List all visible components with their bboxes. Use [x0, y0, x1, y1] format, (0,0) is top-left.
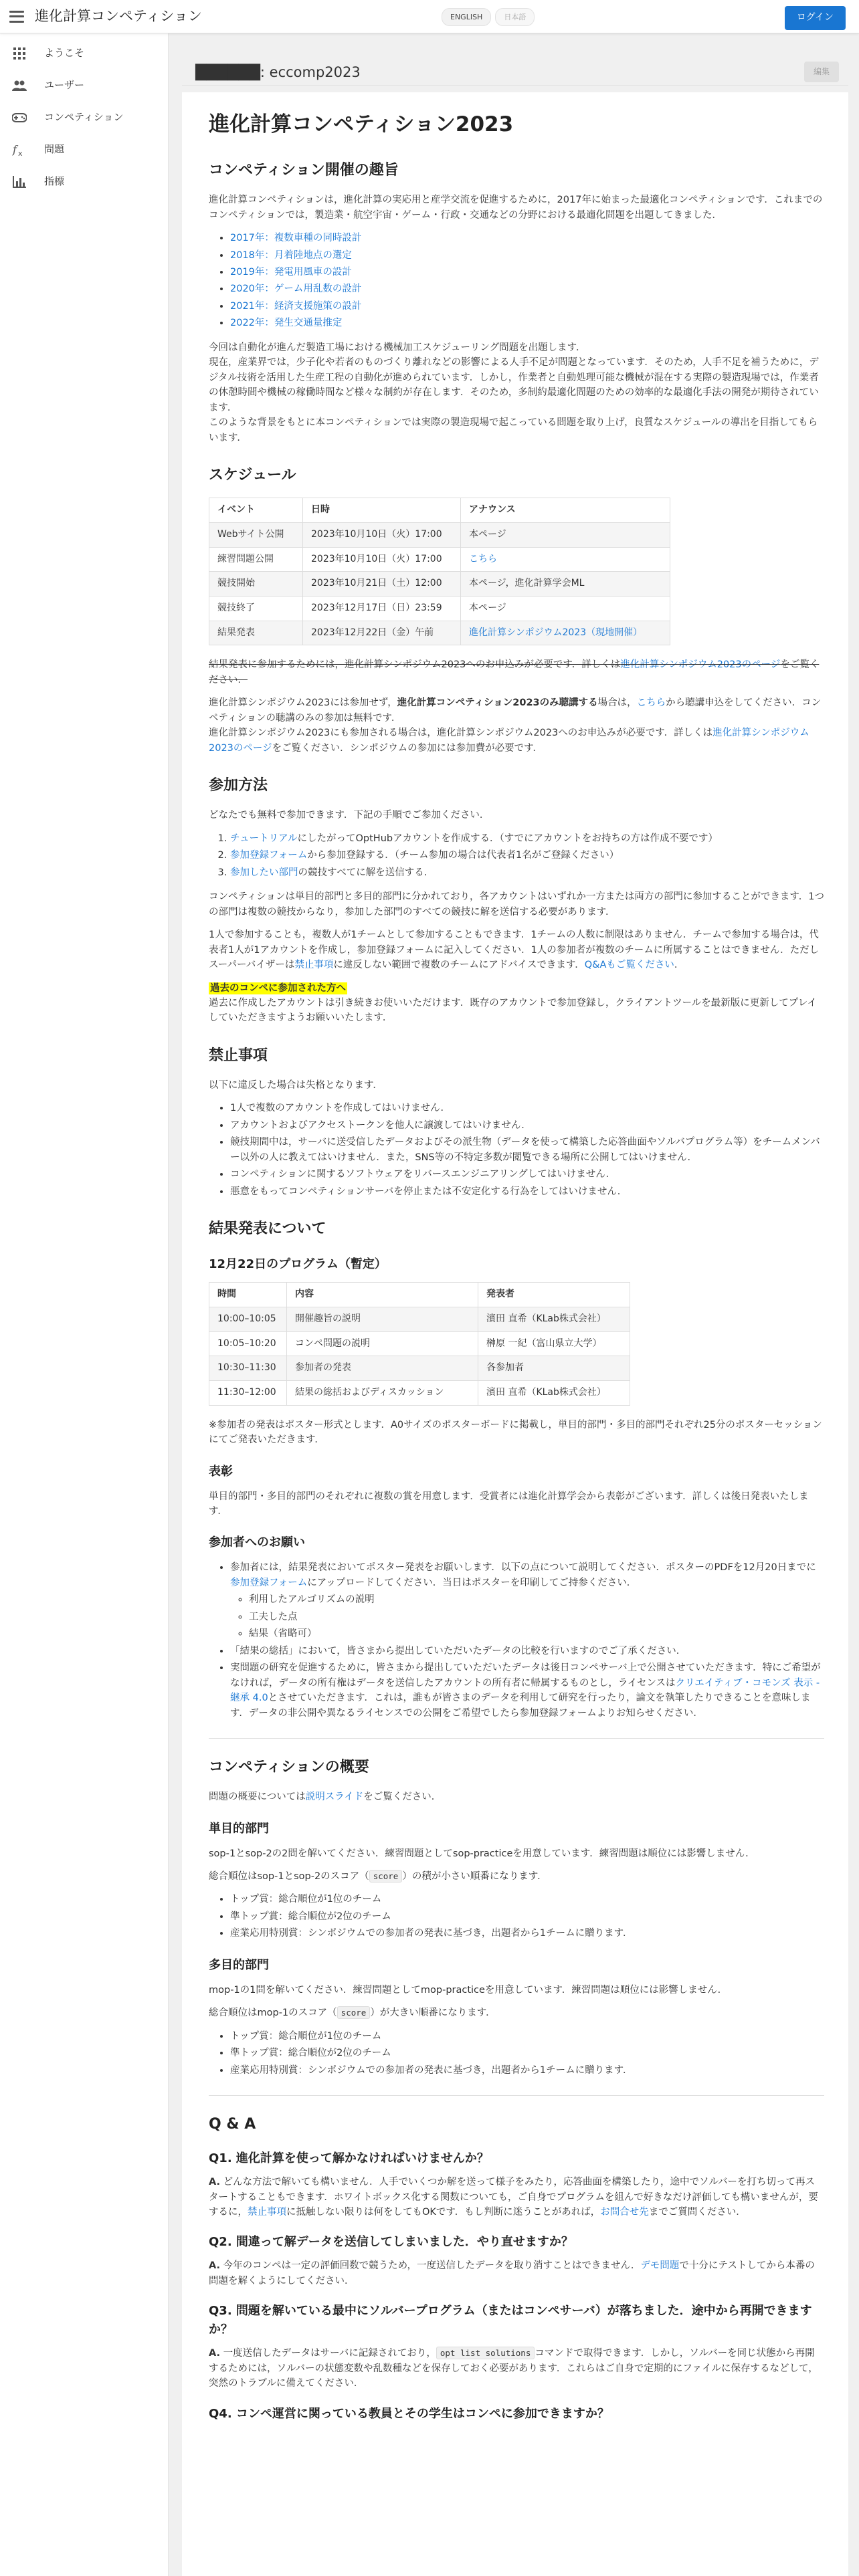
qa-link[interactable]: Q&Aもご覧ください: [584, 960, 674, 971]
table-header-row: [209, 1283, 630, 1307]
sidebar-item-metrics[interactable]: [0, 166, 168, 198]
poster-note: ※参加者の発表はポスター形式とします．A0サイズのポスターボードに掲載し，単目的部門・多目的部門それぞれ25分のポスターセッションにてご発表いただきます．: [209, 1419, 822, 1446]
list-item: • 「結果の総括」において，皆さまから提出していただいたデータの比較を行いますのでご了承ください．: [230, 1644, 824, 1658]
lang-japanese-button[interactable]: 日本語: [495, 8, 535, 26]
table-row: [209, 1356, 630, 1381]
table-cell: 10:05–10:20: [209, 1331, 287, 1356]
section-heading-prohibited: 禁止事項: [209, 1047, 268, 1064]
prohibited-link[interactable]: 禁止事項: [248, 2207, 286, 2218]
sidebar-item-label: 問題: [44, 143, 65, 156]
table-row: [209, 522, 670, 547]
table-cell: 開催趣旨の説明: [287, 1307, 478, 1331]
divider: [209, 2095, 824, 2096]
list-item: • トップ賞：総合順位が1位のチーム: [230, 2029, 824, 2044]
list-item: • 参加者には，結果発表においてポスター発表をお願いします．以下の点について説明してください．ポスターのPDFを12月20日までに参加登録フォームにアップロードしてください．当日はポスターを印刷してご持参ください． ◦ 利用したアルゴリズムの説明 ◦ 工夫した点 ◦ 結果（省略可）: [230, 1560, 824, 1641]
page-header: [182, 45, 848, 86]
overview-intro: 問題の概要については説明スライドをご覧ください．: [209, 1792, 442, 1803]
column-header: 時間: [209, 1283, 287, 1307]
demo-problem-link[interactable]: デモ問題: [640, 2260, 680, 2272]
list-item: • コンペティションに関するソフトウェアをリバースエンジニアリングしてはいけません．: [230, 1167, 824, 1182]
prohibited-intro: 以下に違反した場合は失格となります．: [209, 1080, 383, 1091]
program-table: [209, 1282, 630, 1405]
sidebar-item-label: ユーザー: [44, 79, 85, 92]
table-cell: Webサイト公開: [209, 522, 303, 547]
list-item: [230, 265, 824, 280]
table-cell: 結果発表: [209, 621, 303, 645]
login-button[interactable]: ログイン: [785, 6, 846, 30]
list-item: • 悪意をもってコンペティションサーバを停止または不安定化する行為をしてはいけません．: [230, 1184, 824, 1199]
list-item: • 産業応用特別賞：シンポジウムでの参加者の発表に基づき，出題者から1チームに贈ります．: [230, 2063, 824, 2078]
past-competition-link[interactable]: 2022年：発生交通量推定: [230, 318, 343, 329]
section-heading-qa: Q & A: [209, 2116, 256, 2133]
table-cell: 本ページ: [461, 522, 670, 547]
answer-2: A. 今年のコンペは一定の評価回数で競うため，一度送信したデータを取り消すことはできません．デモ問題で十分にテストしてから本番の問題を解くようにしてください．: [209, 2260, 815, 2286]
table-cell: [461, 621, 670, 645]
highlight-label: 過去のコンペに参加された方へ: [210, 982, 346, 994]
table-cell: 榊原 一紀（富山県立大学）: [478, 1331, 630, 1356]
list-item: • 実問題の研究を促進するために，皆さまから提出していただいたデータは後日コンペサーバ上で公開させていただきます．特にご希望がなければ，データの所有権はデータを送信したアカウントの所有者に帰属するものとし，ライセンスはクリエイティブ・コモンズ 表示 - 継承 4.0とさせていただきます．これは，誰もが皆さまのデータを利用して研究を行ったり，論文を執筆したりできることを意味します．データの非公開や異なるライセンスでの公開をご希望でしたら参加登録フォームよりお知らせください．: [230, 1660, 824, 1721]
single-objective-heading: 単目的部門: [209, 1821, 269, 1836]
license-link[interactable]: クリエイティブ・コモンズ 表示 - 継承 4.0: [230, 1677, 820, 1704]
past-competitions-list: [230, 231, 824, 331]
score-code: score: [337, 2006, 371, 2019]
question-2: Q2. 間違って解データを送信してしまいました．やり直せますか？: [209, 2235, 573, 2250]
single-objective-ranking: 総合順位はsop-1とsop-2のスコア（ score ）の積が小さい順番になります．: [209, 1870, 547, 1882]
article: [182, 92, 848, 2576]
request-heading: 参加者へのお願い: [209, 1535, 305, 1550]
table-row: [209, 572, 670, 597]
bar-chart-icon: [12, 175, 27, 189]
program-heading: 12月22日のプログラム（暫定）: [209, 1257, 387, 1272]
symposium-page-link[interactable]: 進化計算シンポジウム2023のページ: [209, 728, 809, 754]
prohibited-link[interactable]: 禁止事項: [294, 960, 334, 971]
team-rules: 1人で参加することも，複数人が1チームとして参加することもできます．1チームの人数に制限はありません．チームで参加する場合は，代表者1人が1アカウントを作成し，参加登録フォームに記入してください．1人の参加者が複数のチームに所属することはできません．ただしスーパーバイザーは禁止事項に違反しない範囲で複数のチームにアドバイスできます．Q&Aもご覧ください．: [209, 930, 820, 971]
list-item: • 産業応用特別賞：シンポジウムでの参加者の発表に基づき，出題者から1チームに贈ります．: [230, 1926, 824, 1941]
page-title: ██████: eccomp2023: [195, 64, 361, 80]
table-cell: 結果の総括およびディスカッション: [287, 1381, 478, 1406]
table-cell: コンペ問題の説明: [287, 1331, 478, 1356]
registration-form-link[interactable]: 参加登録フォーム: [230, 1577, 308, 1588]
question-4: Q4. コンペ運営に関っている教員とその学生はコンペに参加できますか？: [209, 2406, 609, 2421]
strikethrough-note: 結果発表に参加するためには，進化計算シンポジウム2023へのお申込みが必要です．詳しくは進化計算シンポジウム2023のページをご覧ください．: [209, 659, 820, 685]
section-heading-participation: 参加方法: [209, 777, 268, 794]
multi-objective-body: mop-1の1問を解いてください．練習問題としてmop-practiceを用意しています．練習問題は順位には影響しません．: [209, 1984, 728, 1996]
single-objective-body: sop-1とsop-2の2問を解いてください．練習問題としてsop-practiceを用意しています．練習問題は順位には影響しません．: [209, 1848, 755, 1859]
score-code: score: [369, 1870, 403, 1883]
table-cell: 本ページ: [461, 597, 670, 621]
sidebar-item-problems[interactable]: [0, 134, 168, 166]
sidebar-item-welcome[interactable]: [0, 37, 168, 70]
column-header: 内容: [287, 1283, 478, 1307]
section-heading-overview: コンペティションの概要: [209, 1759, 369, 1776]
table-cell: 本ページ，進化計算学会ML: [461, 572, 670, 597]
divisions-link[interactable]: 参加したい部門: [230, 867, 298, 878]
participation-intro: どなたでも無料で参加できます．下記の手順でご参加ください．: [209, 810, 490, 821]
practice-link[interactable]: こちら: [469, 553, 497, 564]
schedule-table: [209, 498, 670, 645]
table-header-row: [209, 498, 670, 523]
table-cell: 11:30–12:00: [209, 1381, 287, 1406]
symposium-link[interactable]: 進化計算シンポジウム2023（現地開催）: [469, 627, 643, 638]
purpose-body: 今回は自動化が進んだ製造工場における機械加工スケジューリング問題を出題します． 現在，産業界では，少子化や若者のものづくり離れなどの影響による人手不足が問題となっています．そのため，人手不足を補うために，デジタル技術を活用した生産工程の自動化が進められています．しかし，作業者と自動処理可能な機械が混在する実際の製造現場では，作業者の休憩時間や機械の稼働時間など様々な制約が存在します．そのため，多制約最適化問題のための効率的な最適化手法の開発が期待されています． このような背景をもとに本コンペティションでは実際の製造現場で起こっている問題を取り上げ，良質なスケジュールの導出を目指してもらいます．: [209, 342, 819, 443]
list-item: • 1人で複数のアカウントを作成してはいけません．: [230, 1101, 824, 1115]
table-cell: 濱田 直希（KLab株式会社）: [478, 1307, 630, 1331]
sidebar-item-label: コンペティション: [44, 111, 124, 124]
table-row: [209, 1307, 630, 1331]
list-item: [230, 299, 824, 314]
command-code: opt list solutions: [436, 2347, 535, 2359]
table-cell: 10:30–11:30: [209, 1356, 287, 1381]
registration-form-link[interactable]: 参加登録フォーム: [230, 850, 308, 861]
gamepad-icon: [12, 110, 27, 125]
table-cell: 濱田 直希（KLab株式会社）: [478, 1381, 630, 1406]
answer-3: A. 一度送信したデータはサーバに記録されており， opt list solutions コマンドで取得できます．しかし，ソルバーを同じ状態から再開するためには，ソルバーの状態変数や乱数種などを保存しておく必要があります．これらはご自身で定期的にファイルに保存するなどして，突然のトラブルに備えてください．: [209, 2348, 818, 2389]
past-competition-link[interactable]: 2018年：月着陸地点の選定: [230, 249, 352, 261]
answer-1: A. どんな方法で解いても構いません．人手でいくつか解を送って様子をみたり，応答曲面を構築したり，途中でソルバーを打ち切って再スタートすることもできます．ホワイトボックス化する関数についても，ご自身でプログラムを組んで好きなだけ評価しても構いませんが，要するに，禁止事項に抵触しない限りは何をしてもOKです．もし判断に迷うことがあれば，お問合せ先までご質問ください．: [209, 2177, 818, 2218]
table-cell: 競技終了: [209, 597, 303, 621]
list-item: • 競技期間中は，サーバに送受信したデータおよびその派生物（データを使って構築した応答曲面やソルバプログラム等）をチームメンバー以外の人に教えてはいけません．また，SNS等の不特定多数が閲覧できる場所に公開してはいけません．: [230, 1135, 824, 1165]
people-icon: [12, 78, 27, 93]
table-cell: 10:00–10:05: [209, 1307, 287, 1331]
list-item: • 準トップ賞：総合順位が2位のチーム: [230, 2046, 824, 2060]
prohibited-list: [230, 1101, 824, 1199]
sidebar-item-competitions[interactable]: [0, 102, 168, 134]
past-competition-link[interactable]: 2017年：複数車種の同時設計: [230, 233, 362, 244]
request-list: [230, 1560, 824, 1721]
menu-icon[interactable]: [9, 11, 24, 23]
list-item: [230, 316, 824, 330]
lang-english-button[interactable]: ENGLISH: [442, 8, 491, 26]
list-item: 3. 参加したい部門の競技すべてに解を送信する．: [230, 865, 824, 880]
list-item: ◦ 工夫した点: [249, 1610, 824, 1624]
column-header: 発表者: [478, 1283, 630, 1307]
table-cell: 2023年10月21日（土）12:00: [303, 572, 461, 597]
slides-link[interactable]: 説明スライド: [305, 1792, 364, 1803]
table-cell: [461, 547, 670, 572]
table-cell: 競技開始: [209, 572, 303, 597]
divider: [209, 1738, 824, 1739]
list-item: ◦ 利用したアルゴリズムの説明: [249, 1592, 824, 1607]
single-objective-awards: [230, 1892, 824, 1941]
list-item: • アカウントおよびアクセストークンを他人に譲渡してはいけません．: [230, 1118, 824, 1133]
sidebar-item-label: ようこそ: [44, 47, 85, 60]
app-title[interactable]: 進化計算コンペティション: [35, 8, 202, 25]
table-cell: 参加者の発表: [287, 1356, 478, 1381]
list-item: 2. 参加登録フォームから参加登録する．（チーム参加の場合は代表者1名がご登録ください）: [230, 848, 824, 863]
list-item: 1. チュートリアルにしたがってOptHubアカウントを作成する．（すでにアカウントをお持ちの方は作成不要です）: [230, 831, 824, 846]
list-item: • トップ賞：総合順位が1位のチーム: [230, 1892, 824, 1907]
question-1: Q1. 進化計算を使って解かなければいけませんか？: [209, 2151, 489, 2166]
section-heading-presentation: 結果発表について: [209, 1220, 326, 1238]
function-icon: [12, 142, 27, 157]
table-row: [209, 621, 670, 645]
past-competition-link[interactable]: 2020年：ゲーム用乱数の設計: [230, 284, 362, 295]
table-cell: 各参加者: [478, 1356, 630, 1381]
table-cell: 2023年12月17日（日）23:59: [303, 597, 461, 621]
sidebar-item-users[interactable]: [0, 70, 168, 102]
contact-link[interactable]: お問合せ先: [600, 2207, 649, 2218]
table-cell: 2023年12月22日（金）午前: [303, 621, 461, 645]
poster-items: [249, 1592, 824, 1641]
table-row: [209, 597, 670, 621]
list-item: [230, 282, 824, 296]
table-row: [209, 547, 670, 572]
main-area: [169, 33, 859, 2576]
section-heading-purpose: コンペティション開催の趣旨: [209, 162, 399, 179]
sidebar-item-label: 指標: [44, 175, 65, 188]
participation-steps: [230, 831, 824, 880]
article-title: 進化計算コンペティション2023: [209, 112, 514, 136]
multi-objective-awards: [230, 2029, 824, 2078]
table-row: [209, 1331, 630, 1356]
list-item: • 準トップ賞：総合順位が2位のチーム: [230, 1909, 824, 1924]
award-heading: 表彰: [209, 1464, 233, 1479]
sidebar: [0, 33, 169, 2576]
multi-objective-ranking: 総合順位はmop-1のスコア（ score ）が大きい順番になります．: [209, 2008, 496, 2019]
app-bar: [0, 0, 859, 33]
award-body: 単目的部門・多目的部門のそれぞれに複数の賞を用意します．受賞者には進化計算学会から表彰がございます．詳しくは後日発表いたします．: [209, 1491, 809, 1517]
purpose-intro: 進化計算コンペティションは，進化計算の実応用と産学交流を促進するために，2017年に始まった最適化コンペティションです．これまでのコンペティションでは，製造業・航空宇宙・ゲーム・行政・交通などの分野における最適化問題を出題してきました．: [209, 195, 823, 221]
audience-note: 進化計算シンポジウム2023には参加せず，進化計算コンペティション2023のみ聴講する場合は，こちらから聴講申込をしてください．コンペティションの聴講のみの参加は無料です． 進化計算シンポジウム2023にも参加される場合は，進化計算シンポジウム2023へのお申込みが必要です．詳しくは進化計算シンポジウム2023のページをご覧ください．シンポジウムの参加には参加費が必要です．: [209, 697, 822, 754]
svg-text:x: x: [18, 149, 23, 156]
list-item: [230, 248, 824, 263]
past-competition-link[interactable]: 2019年：発電用風車の設計: [230, 267, 352, 278]
svg-text:f: f: [13, 143, 17, 156]
edit-button[interactable]: 編集: [804, 62, 839, 82]
language-toggle: [442, 8, 535, 26]
past-participants-note: 過去のコンペに参加された方へ 過去に作成したアカウントは引き続きお使いいただけます．既存のアカウントで参加登録し，クライアントツールを最新版に更新してプレイしていただきますようお願いいたします．: [209, 982, 817, 1024]
table-cell: 練習問題公開: [209, 547, 303, 572]
participation-body: コンペティションは単目的部門と多目的部門に分かれており，各アカウントはいずれか一方または両方の部門に参加することができます．1つの部門は複数の競技からなり，参加した部門のすべての競技に解を送信する必要があります．: [209, 891, 824, 918]
question-3: Q3. 問題を解いている最中にソルバープログラム（またはコンペサーバ）が落ちました．途中から再開できますか？: [209, 2304, 812, 2337]
column-header: 日時: [303, 498, 461, 523]
table-cell: 2023年10月10日（火）17:00: [303, 547, 461, 572]
list-item: ◦ 結果（省略可）: [249, 1626, 824, 1641]
audience-register-link[interactable]: こちら: [636, 697, 666, 709]
grid-icon: [12, 46, 27, 61]
column-header: イベント: [209, 498, 303, 523]
column-header: アナウンス: [461, 498, 670, 523]
multi-objective-heading: 多目的部門: [209, 1957, 269, 1972]
table-cell: 2023年10月10日（火）17:00: [303, 522, 461, 547]
symposium-page-link[interactable]: 進化計算シンポジウム2023のページ: [620, 659, 781, 671]
table-row: [209, 1381, 630, 1406]
past-competition-link[interactable]: 2021年：経済支援施策の設計: [230, 300, 362, 312]
tutorial-link[interactable]: チュートリアル: [230, 833, 298, 844]
list-item: [230, 231, 824, 245]
section-heading-schedule: スケジュール: [209, 467, 296, 484]
